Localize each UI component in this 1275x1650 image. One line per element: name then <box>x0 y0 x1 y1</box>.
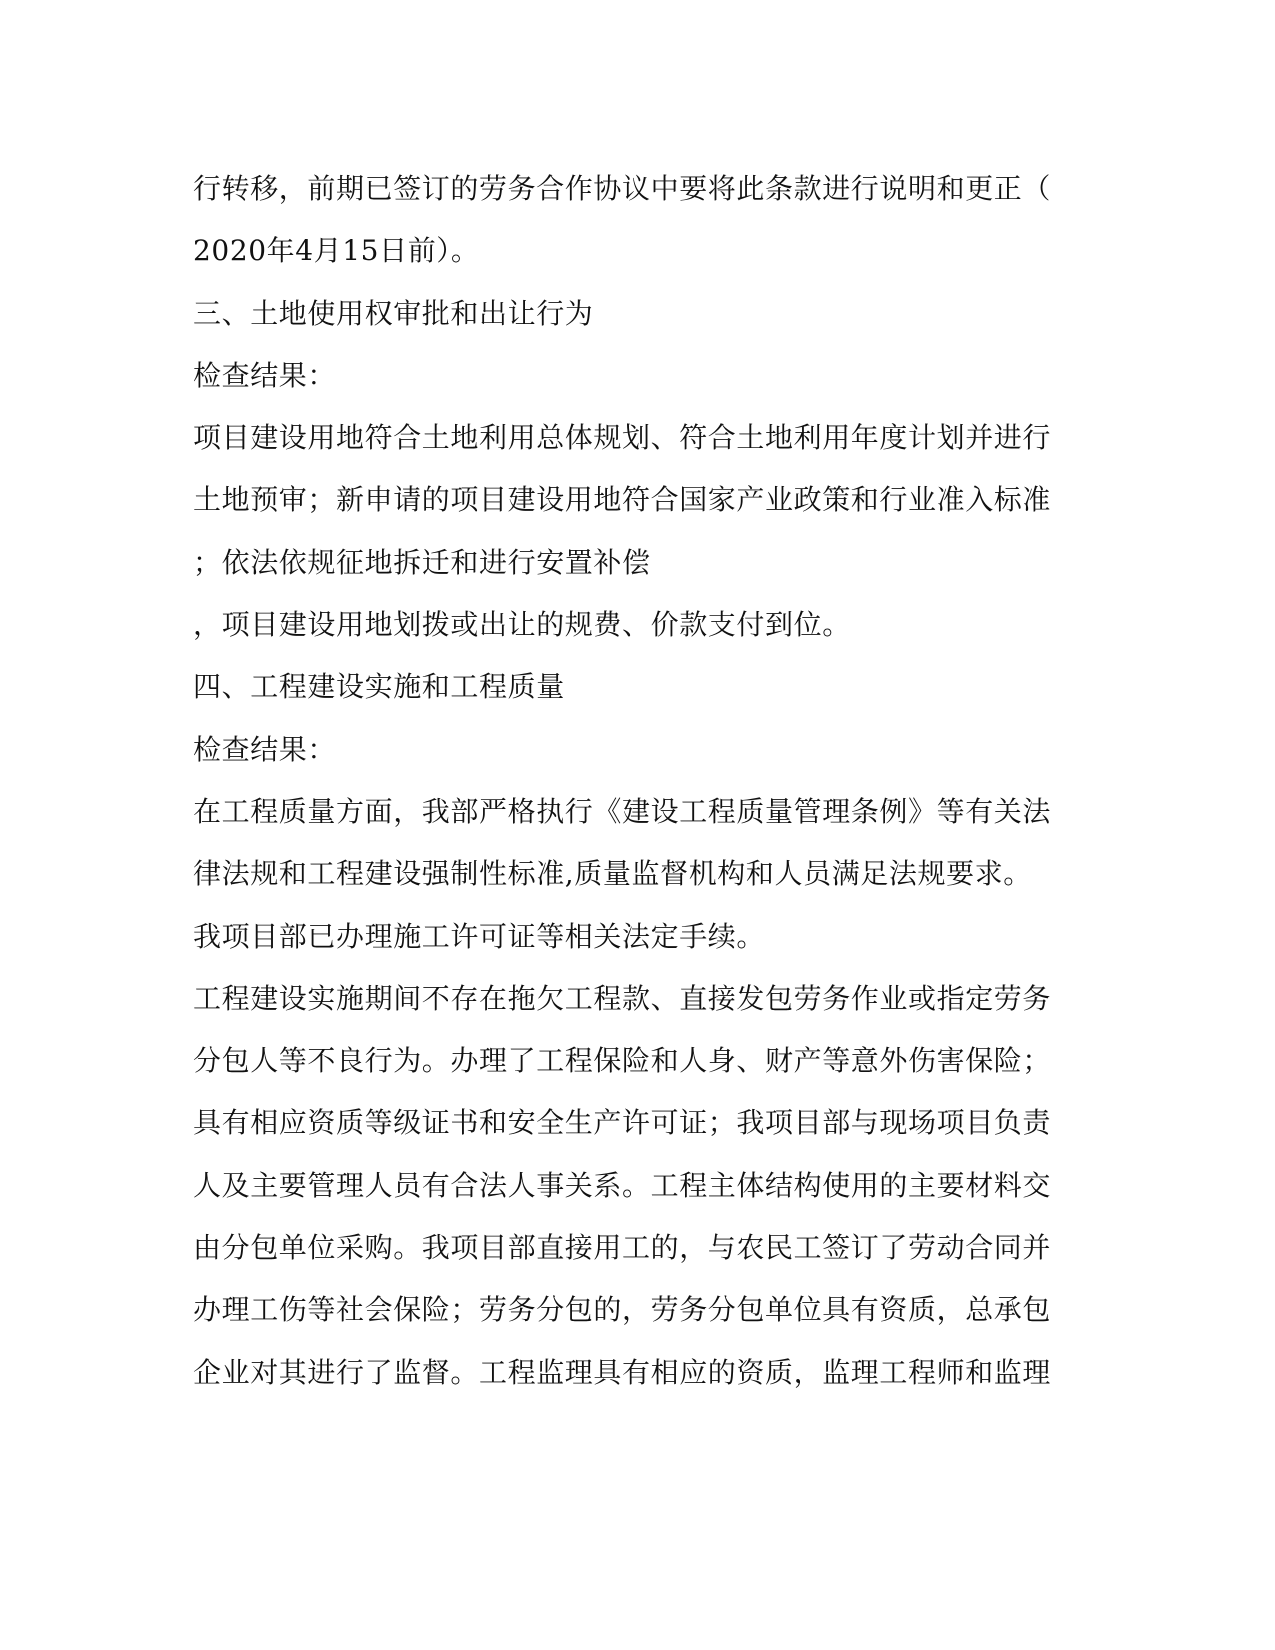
text-line: ，项目建设用地划拨或出让的规费、价款支付到位。 <box>193 608 851 642</box>
section-heading: 三、土地使用权审批和出让行为 <box>193 296 594 330</box>
text-line: 项目建设用地符合土地利用总体规划、符合土地利用年度计划并进行 <box>193 421 1052 455</box>
text-line: 办理工伤等社会保险；劳务分包的，劳务分包单位具有资质，总承包 <box>193 1293 1052 1327</box>
result-label: 检查结果： <box>193 732 337 766</box>
text-line: 在工程质量方面，我部严格执行《建设工程质量管理条例》等有关法 <box>193 794 1052 828</box>
text-line: 企业对其进行了监督。工程监理具有相应的资质，监理工程师和监理 <box>193 1355 1052 1389</box>
text-line: ；依法依规征地拆迁和进行安置补偿 <box>193 545 651 579</box>
text-line: 我项目部已办理施工许可证等相关法定手续。 <box>193 919 766 953</box>
section-heading: 四、工程建设实施和工程质量 <box>193 670 565 704</box>
result-label: 检查结果： <box>193 358 337 392</box>
document-body <box>193 158 1073 1404</box>
text-line: 人及主要管理人员有合法人事关系。工程主体结构使用的主要材料交 <box>193 1168 1052 1202</box>
text-line: 土地预审；新申请的项目建设用地符合国家产业政策和行业准入标准 <box>193 483 1052 517</box>
text-line: 分包人等不良行为。办理了工程保险和人身、财产等意外伤害保险； <box>193 1044 1052 1078</box>
text-line: 具有相应资质等级证书和安全生产许可证；我项目部与现场项目负责 <box>193 1106 1052 1140</box>
text-line: 由分包单位采购。我项目部直接用工的，与农民工签订了劳动合同并 <box>193 1231 1052 1265</box>
text-line: 2020年4月15日前）。 <box>193 234 480 268</box>
text-line: 行转移，前期已签订的劳务合作协议中要将此条款进行说明和更正（ <box>193 172 1052 205</box>
text-line: 律法规和工程建设强制性标准,质量监督机构和人员满足法规要求。 <box>193 857 1032 891</box>
text-line: 工程建设实施期间不存在拖欠工程款、直接发包劳务作业或指定劳务 <box>193 981 1052 1015</box>
